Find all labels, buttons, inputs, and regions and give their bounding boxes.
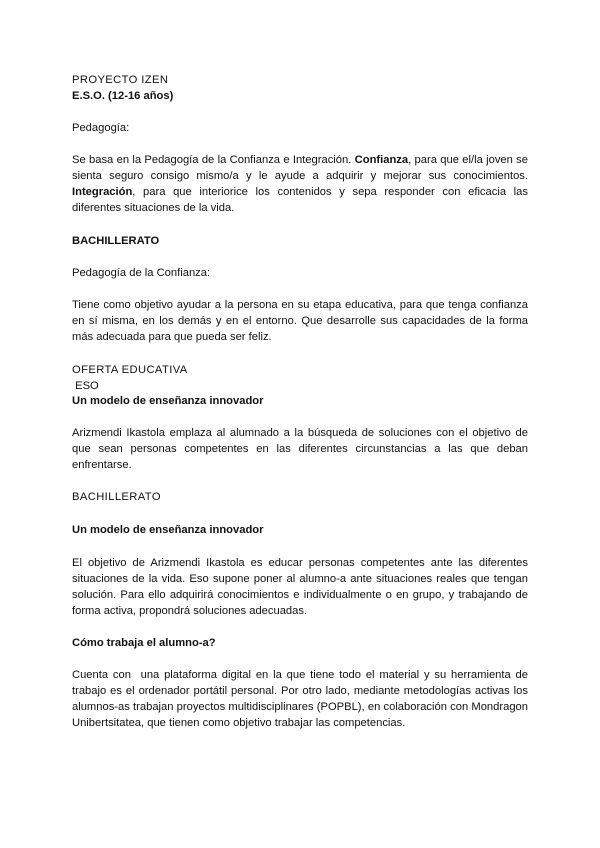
bachillerato-pedagogy-label: Pedagogía de la Confianza: [72,267,211,279]
integracion-term: Integración [72,186,133,198]
oferta-eso-heading: Un modelo de enseñanza innovador [72,395,264,407]
eso-pedagogy-text-1: Se basa en la Pedagogía de la Confianza e Integración. [72,154,355,166]
eso-pedagogy-text-3: , para que interiorice los contenidos y sepa responder con eficacia las diferentes situaciones de la vida. [72,186,528,214]
eso-title: E.S.O. (12-16 años) [72,90,174,102]
eso-pedagogy-text-2: , para que el/la joven se sienta seguro consigo mismo/a y le ayude a adquirir y mejorar sus conocimientos. [72,154,528,182]
eso-pedagogy-paragraph [72,152,528,216]
oferta-educativa-title: OFERTA EDUCATIVA [72,364,188,376]
project-title: PROYECTO IZEN [72,74,169,86]
como-trabaja-paragraph: Cuenta con una plataforma digital en la que tiene todo el material y su herramienta de trabajo es el ordenador portátil personal. Por otro lado, mediante metodologías activas los alumnos-as trabajan proyectos multidisciplinares (POPBL), en colaboración con Mondragon Unibertsitatea, que tienen como objetivo trabajar las competencias. [72,669,532,729]
bachillerato-2-paragraph: El objetivo de Arizmendi Ikastola es educar personas competentes ante las diferentes situaciones de la vida. Eso supone poner al alumno-a ante situaciones reales que tengan solución. Para ello adquirirá conocimientos e individualmente o en grupo, y trabajando de forma activa, propondrá soluciones adecuadas. [72,557,528,617]
bachillerato-heading: BACHILLERATO [72,235,160,247]
bachillerato-2-heading: Un modelo de enseñanza innovador [72,524,264,536]
bachillerato-paragraph: Tiene como objetivo ayudar a la persona en su etapa educativa, para que tenga confianza en sí misma, en los demás y en el entorno. Que desarrolle sus capacidades de la forma más adecuada para que pueda ser feliz. [72,299,528,343]
confianza-term: Confianza [354,154,409,166]
como-trabaja-heading: Cómo trabaja el alumno-a? [72,637,216,649]
oferta-eso-paragraph: Arizmendi Ikastola emplaza al alumnado a la búsqueda de soluciones con el objetivo de que sean personas competentes en las diferentes circunstancias a las que deban enfrentarse. [72,427,528,471]
oferta-eso-label: ESO [72,380,99,392]
bachillerato-2-title: BACHILLERATO [72,491,161,503]
eso-pedagogy-label: Pedagogía: [72,122,130,134]
